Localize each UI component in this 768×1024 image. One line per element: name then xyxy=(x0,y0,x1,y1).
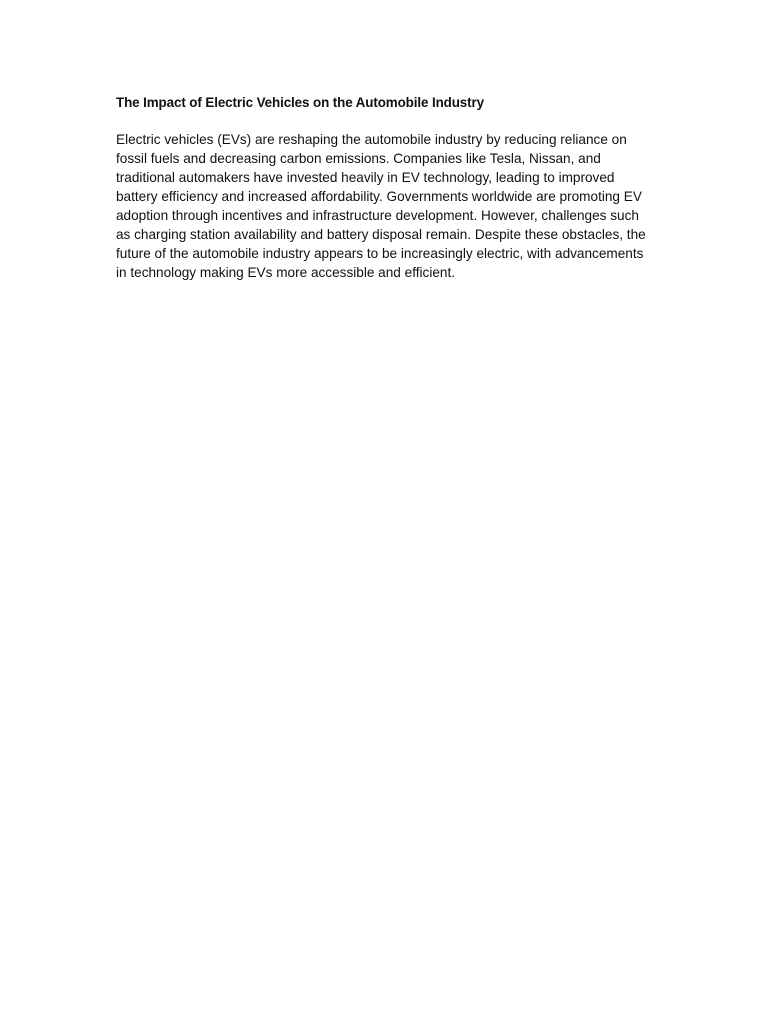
document-title: The Impact of Electric Vehicles on the Automobile Industry xyxy=(116,95,484,110)
document-body xyxy=(116,94,652,282)
document-paragraph: Electric vehicles (EVs) are reshaping the automobile industry by reducing reliance on fossil fuels and decreasing carbon emissions. Companies like Tesla, Nissan, and traditional automakers have invested heavily in EV technology, leading to improved battery efficiency and increased affordability. Governments worldwide are promoting EV adoption through incentives and infrastructure development. However, challenges such as charging station availability and battery disposal remain. Despite these obstacles, the future of the automobile industry appears to be increasingly electric, with advancements in technology making EVs more accessible and efficient. xyxy=(116,132,646,280)
